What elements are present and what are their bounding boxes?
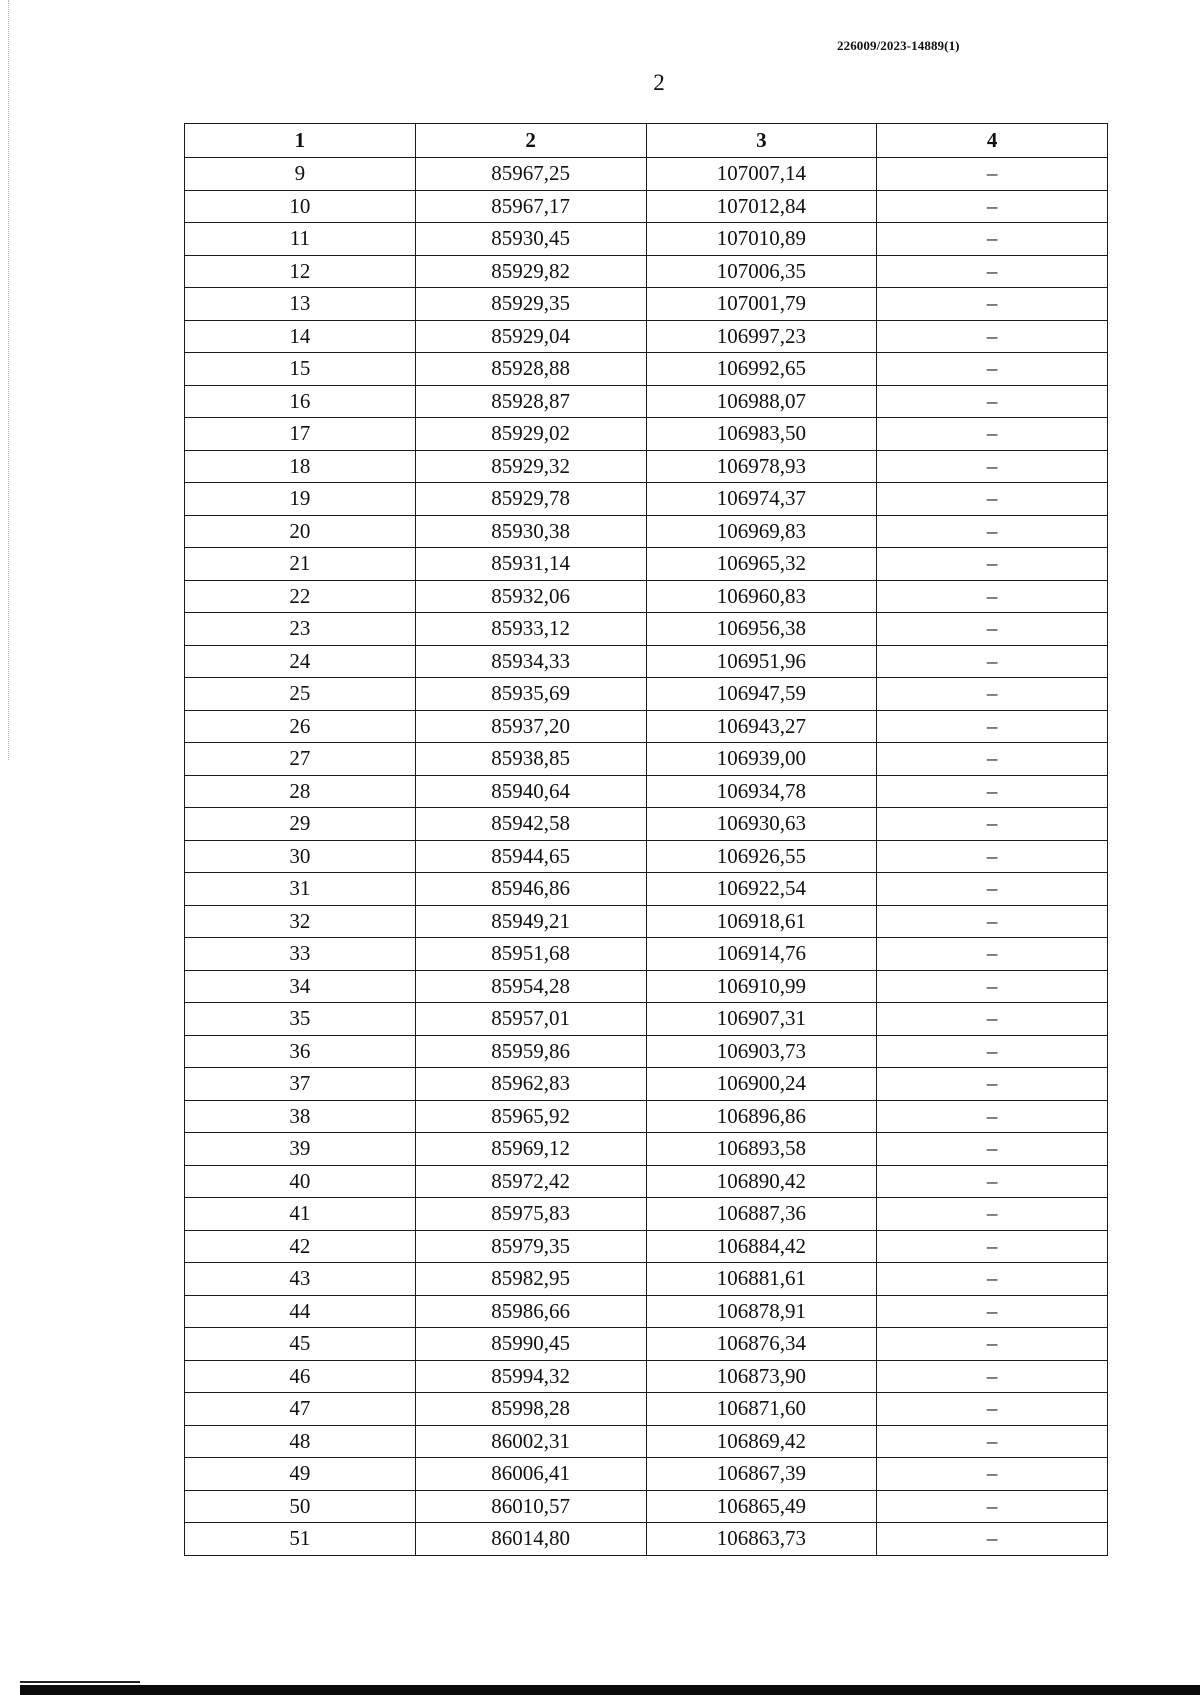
point-number-cell: 17	[185, 418, 416, 451]
note-cell: –	[877, 1458, 1108, 1491]
table-row	[185, 1133, 1108, 1166]
table-row	[185, 1490, 1108, 1523]
point-number-cell: 35	[185, 1003, 416, 1036]
x-coordinate-cell: 85932,06	[415, 580, 646, 613]
point-number-cell: 47	[185, 1393, 416, 1426]
note-cell: –	[877, 775, 1108, 808]
x-coordinate-cell: 85929,04	[415, 320, 646, 353]
table-row	[185, 158, 1108, 191]
column-header-1: 1	[185, 124, 416, 158]
note-cell: –	[877, 1100, 1108, 1133]
table-row	[185, 190, 1108, 223]
note-cell: –	[877, 743, 1108, 776]
point-number-cell: 42	[185, 1230, 416, 1263]
point-number-cell: 20	[185, 515, 416, 548]
y-coordinate-cell: 106873,90	[646, 1360, 877, 1393]
note-cell: –	[877, 1198, 1108, 1231]
y-coordinate-cell: 107006,35	[646, 255, 877, 288]
x-coordinate-cell: 85994,32	[415, 1360, 646, 1393]
note-cell: –	[877, 613, 1108, 646]
column-header-3: 3	[646, 124, 877, 158]
x-coordinate-cell: 85940,64	[415, 775, 646, 808]
y-coordinate-cell: 106876,34	[646, 1328, 877, 1361]
note-cell: –	[877, 1328, 1108, 1361]
point-number-cell: 18	[185, 450, 416, 483]
x-coordinate-cell: 85962,83	[415, 1068, 646, 1101]
x-coordinate-cell: 85928,87	[415, 385, 646, 418]
point-number-cell: 27	[185, 743, 416, 776]
y-coordinate-cell: 106960,83	[646, 580, 877, 613]
point-number-cell: 26	[185, 710, 416, 743]
point-number-cell: 12	[185, 255, 416, 288]
point-number-cell: 19	[185, 483, 416, 516]
x-coordinate-cell: 86010,57	[415, 1490, 646, 1523]
note-cell: –	[877, 840, 1108, 873]
note-cell: –	[877, 158, 1108, 191]
x-coordinate-cell: 85930,45	[415, 223, 646, 256]
x-coordinate-cell: 85951,68	[415, 938, 646, 971]
x-coordinate-cell: 86014,80	[415, 1523, 646, 1556]
note-cell: –	[877, 1165, 1108, 1198]
y-coordinate-cell: 106956,38	[646, 613, 877, 646]
table-row	[185, 1360, 1108, 1393]
y-coordinate-cell: 106871,60	[646, 1393, 877, 1426]
table-row	[185, 1393, 1108, 1426]
point-number-cell: 22	[185, 580, 416, 613]
point-number-cell: 38	[185, 1100, 416, 1133]
point-number-cell: 31	[185, 873, 416, 906]
table-row	[185, 385, 1108, 418]
note-cell: –	[877, 483, 1108, 516]
x-coordinate-cell: 85982,95	[415, 1263, 646, 1296]
table-row	[185, 970, 1108, 1003]
x-coordinate-cell: 85986,66	[415, 1295, 646, 1328]
point-number-cell: 10	[185, 190, 416, 223]
point-number-cell: 29	[185, 808, 416, 841]
x-coordinate-cell: 85930,38	[415, 515, 646, 548]
note-cell: –	[877, 938, 1108, 971]
note-cell: –	[877, 1490, 1108, 1523]
table-row	[185, 580, 1108, 613]
x-coordinate-cell: 86006,41	[415, 1458, 646, 1491]
y-coordinate-cell: 106939,00	[646, 743, 877, 776]
table-row	[185, 775, 1108, 808]
note-cell: –	[877, 385, 1108, 418]
table-row	[185, 1198, 1108, 1231]
table-row	[185, 1003, 1108, 1036]
y-coordinate-cell: 106893,58	[646, 1133, 877, 1166]
table-row	[185, 1523, 1108, 1556]
table-row	[185, 450, 1108, 483]
x-coordinate-cell: 85954,28	[415, 970, 646, 1003]
table-row	[185, 1425, 1108, 1458]
x-coordinate-cell: 85929,32	[415, 450, 646, 483]
point-number-cell: 30	[185, 840, 416, 873]
y-coordinate-cell: 106974,37	[646, 483, 877, 516]
x-coordinate-cell: 85972,42	[415, 1165, 646, 1198]
y-coordinate-cell: 106978,93	[646, 450, 877, 483]
note-cell: –	[877, 645, 1108, 678]
note-cell: –	[877, 353, 1108, 386]
y-coordinate-cell: 106896,86	[646, 1100, 877, 1133]
y-coordinate-cell: 106863,73	[646, 1523, 877, 1556]
note-cell: –	[877, 1295, 1108, 1328]
point-number-cell: 46	[185, 1360, 416, 1393]
point-number-cell: 43	[185, 1263, 416, 1296]
point-number-cell: 28	[185, 775, 416, 808]
x-coordinate-cell: 85975,83	[415, 1198, 646, 1231]
point-number-cell: 11	[185, 223, 416, 256]
column-header-4: 4	[877, 124, 1108, 158]
point-number-cell: 15	[185, 353, 416, 386]
point-number-cell: 41	[185, 1198, 416, 1231]
point-number-cell: 25	[185, 678, 416, 711]
y-coordinate-cell: 106969,83	[646, 515, 877, 548]
point-number-cell: 49	[185, 1458, 416, 1491]
table-row	[185, 1035, 1108, 1068]
y-coordinate-cell: 106997,23	[646, 320, 877, 353]
y-coordinate-cell: 107012,84	[646, 190, 877, 223]
table-row	[185, 483, 1108, 516]
table-row	[185, 418, 1108, 451]
x-coordinate-cell: 85931,14	[415, 548, 646, 581]
point-number-cell: 33	[185, 938, 416, 971]
note-cell: –	[877, 710, 1108, 743]
x-coordinate-cell: 85965,92	[415, 1100, 646, 1133]
x-coordinate-cell: 85979,35	[415, 1230, 646, 1263]
x-coordinate-cell: 85929,78	[415, 483, 646, 516]
y-coordinate-cell: 106865,49	[646, 1490, 877, 1523]
x-coordinate-cell: 85929,35	[415, 288, 646, 321]
coordinates-table	[184, 123, 1108, 1556]
point-number-cell: 32	[185, 905, 416, 938]
y-coordinate-cell: 106983,50	[646, 418, 877, 451]
page-number: 2	[653, 70, 665, 95]
note-cell: –	[877, 548, 1108, 581]
table-row	[185, 320, 1108, 353]
table-row	[185, 1165, 1108, 1198]
note-cell: –	[877, 418, 1108, 451]
note-cell: –	[877, 1003, 1108, 1036]
table-row	[185, 1100, 1108, 1133]
y-coordinate-cell: 106930,63	[646, 808, 877, 841]
point-number-cell: 16	[185, 385, 416, 418]
x-coordinate-cell: 85938,85	[415, 743, 646, 776]
x-coordinate-cell: 85967,17	[415, 190, 646, 223]
x-coordinate-cell: 85928,88	[415, 353, 646, 386]
table-row	[185, 938, 1108, 971]
point-number-cell: 14	[185, 320, 416, 353]
point-number-cell: 34	[185, 970, 416, 1003]
point-number-cell: 24	[185, 645, 416, 678]
table-row	[185, 743, 1108, 776]
table-row	[185, 1068, 1108, 1101]
scan-bottom-bar-artifact	[20, 1685, 1200, 1695]
x-coordinate-cell: 85967,25	[415, 158, 646, 191]
note-cell: –	[877, 515, 1108, 548]
note-cell: –	[877, 1360, 1108, 1393]
point-number-cell: 48	[185, 1425, 416, 1458]
table-row	[185, 515, 1108, 548]
header-row	[185, 124, 1108, 158]
point-number-cell: 45	[185, 1328, 416, 1361]
y-coordinate-cell: 106918,61	[646, 905, 877, 938]
y-coordinate-cell: 106884,42	[646, 1230, 877, 1263]
table-row	[185, 645, 1108, 678]
y-coordinate-cell: 106900,24	[646, 1068, 877, 1101]
point-number-cell: 21	[185, 548, 416, 581]
table-row	[185, 873, 1108, 906]
y-coordinate-cell: 106907,31	[646, 1003, 877, 1036]
x-coordinate-cell: 85946,86	[415, 873, 646, 906]
note-cell: –	[877, 288, 1108, 321]
note-cell: –	[877, 1425, 1108, 1458]
note-cell: –	[877, 190, 1108, 223]
y-coordinate-cell: 106867,39	[646, 1458, 877, 1491]
note-cell: –	[877, 905, 1108, 938]
table-row	[185, 1263, 1108, 1296]
table-row	[185, 1458, 1108, 1491]
note-cell: –	[877, 1393, 1108, 1426]
point-number-cell: 23	[185, 613, 416, 646]
y-coordinate-cell: 106878,91	[646, 1295, 877, 1328]
x-coordinate-cell: 85929,82	[415, 255, 646, 288]
table-header	[185, 124, 1108, 158]
table-row	[185, 840, 1108, 873]
note-cell: –	[877, 873, 1108, 906]
note-cell: –	[877, 255, 1108, 288]
y-coordinate-cell: 106934,78	[646, 775, 877, 808]
note-cell: –	[877, 320, 1108, 353]
table-row	[185, 288, 1108, 321]
x-coordinate-cell: 85998,28	[415, 1393, 646, 1426]
note-cell: –	[877, 1523, 1108, 1556]
y-coordinate-cell: 106910,99	[646, 970, 877, 1003]
table-row	[185, 710, 1108, 743]
note-cell: –	[877, 1230, 1108, 1263]
point-number-cell: 40	[185, 1165, 416, 1198]
y-coordinate-cell: 106926,55	[646, 840, 877, 873]
x-coordinate-cell: 85957,01	[415, 1003, 646, 1036]
column-header-2: 2	[415, 124, 646, 158]
note-cell: –	[877, 678, 1108, 711]
note-cell: –	[877, 970, 1108, 1003]
y-coordinate-cell: 107007,14	[646, 158, 877, 191]
point-number-cell: 39	[185, 1133, 416, 1166]
x-coordinate-cell: 85969,12	[415, 1133, 646, 1166]
x-coordinate-cell: 85949,21	[415, 905, 646, 938]
table-row	[185, 1295, 1108, 1328]
y-coordinate-cell: 106881,61	[646, 1263, 877, 1296]
note-cell: –	[877, 1068, 1108, 1101]
note-cell: –	[877, 450, 1108, 483]
note-cell: –	[877, 808, 1108, 841]
point-number-cell: 50	[185, 1490, 416, 1523]
note-cell: –	[877, 1133, 1108, 1166]
y-coordinate-cell: 106903,73	[646, 1035, 877, 1068]
table-row	[185, 1230, 1108, 1263]
y-coordinate-cell: 106890,42	[646, 1165, 877, 1198]
x-coordinate-cell: 85933,12	[415, 613, 646, 646]
table-row	[185, 905, 1108, 938]
note-cell: –	[877, 1263, 1108, 1296]
point-number-cell: 36	[185, 1035, 416, 1068]
x-coordinate-cell: 85990,45	[415, 1328, 646, 1361]
y-coordinate-cell: 107001,79	[646, 288, 877, 321]
table-row	[185, 678, 1108, 711]
x-coordinate-cell: 85942,58	[415, 808, 646, 841]
y-coordinate-cell: 106947,59	[646, 678, 877, 711]
scan-streak-artifact	[20, 1681, 140, 1683]
x-coordinate-cell: 85959,86	[415, 1035, 646, 1068]
point-number-cell: 13	[185, 288, 416, 321]
x-coordinate-cell: 85944,65	[415, 840, 646, 873]
y-coordinate-cell: 106922,54	[646, 873, 877, 906]
y-coordinate-cell: 106869,42	[646, 1425, 877, 1458]
table-row	[185, 223, 1108, 256]
x-coordinate-cell: 85935,69	[415, 678, 646, 711]
point-number-cell: 9	[185, 158, 416, 191]
y-coordinate-cell: 106943,27	[646, 710, 877, 743]
table-row	[185, 255, 1108, 288]
y-coordinate-cell: 106951,96	[646, 645, 877, 678]
note-cell: –	[877, 580, 1108, 613]
y-coordinate-cell: 107010,89	[646, 223, 877, 256]
table-row	[185, 1328, 1108, 1361]
x-coordinate-cell: 86002,31	[415, 1425, 646, 1458]
table-row	[185, 808, 1108, 841]
scan-edge-artifact	[8, 0, 10, 760]
note-cell: –	[877, 223, 1108, 256]
point-number-cell: 51	[185, 1523, 416, 1556]
x-coordinate-cell: 85934,33	[415, 645, 646, 678]
table-body	[185, 158, 1108, 1556]
note-cell: –	[877, 1035, 1108, 1068]
point-number-cell: 44	[185, 1295, 416, 1328]
x-coordinate-cell: 85937,20	[415, 710, 646, 743]
document-id: 226009/2023-14889(1)	[837, 38, 960, 53]
y-coordinate-cell: 106914,76	[646, 938, 877, 971]
point-number-cell: 37	[185, 1068, 416, 1101]
y-coordinate-cell: 106965,32	[646, 548, 877, 581]
y-coordinate-cell: 106992,65	[646, 353, 877, 386]
y-coordinate-cell: 106887,36	[646, 1198, 877, 1231]
x-coordinate-cell: 85929,02	[415, 418, 646, 451]
table-row	[185, 353, 1108, 386]
table-row	[185, 613, 1108, 646]
y-coordinate-cell: 106988,07	[646, 385, 877, 418]
table-row	[185, 548, 1108, 581]
